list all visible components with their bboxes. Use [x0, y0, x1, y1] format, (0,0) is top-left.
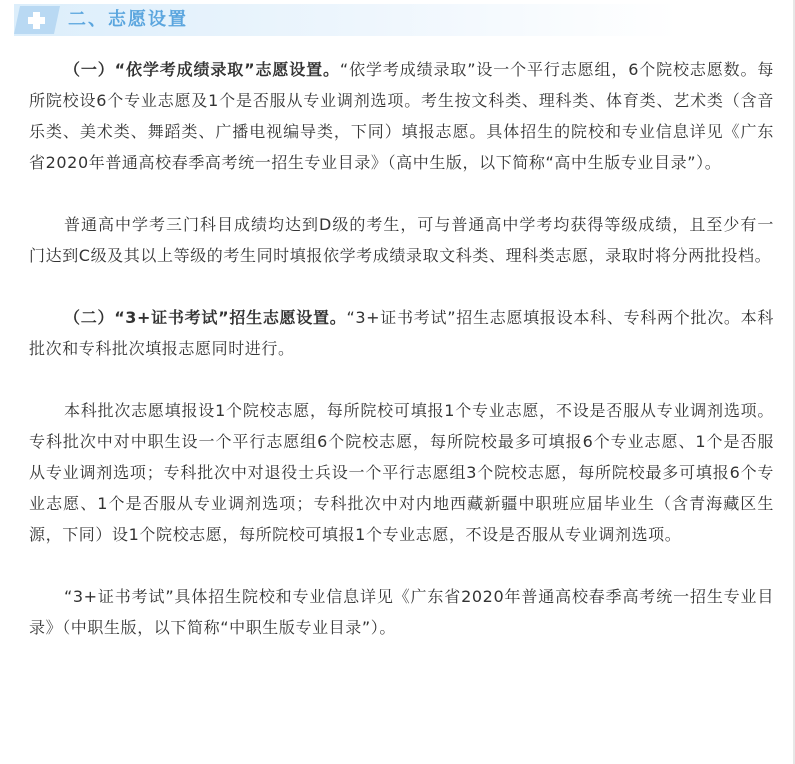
paragraph-1 [29, 54, 774, 178]
paragraph-1-lead: （一）“依学考成绩录取”志愿设置。 [64, 60, 340, 79]
paragraph-3-text: “3+证书考试”招生志愿填报设本科、专科两个批次。本科批次和专科批次填报志愿同时进行。 [29, 308, 774, 358]
section-header [14, 4, 795, 36]
paragraph-2 [29, 209, 774, 271]
section-title: 二、志愿设置 [68, 9, 188, 30]
article-body [29, 54, 774, 643]
paragraph-3 [29, 302, 774, 364]
paragraph-2-text: 普通高中学考三门科目成绩均达到D级的考生，可与普通高中学考均获得等级成绩，且至少有一门达到C级及其以上等级的考生同时填报依学考成绩录取文科类、理科类志愿，录取时将分两批投档。 [29, 215, 774, 265]
paragraph-5-text: “3+证书考试”具体招生院校和专业信息详见《广东省2020年普通高校春季高考统一招生专业目录》（中职生版，以下简称“中职生版专业目录”）。 [29, 587, 774, 637]
paragraph-5 [29, 581, 774, 643]
medical-cross-icon [14, 6, 60, 34]
paragraph-4-text: 本科批次志愿填报设1个院校志愿，每所院校可填报1个专业志愿，不设是否服从专业调剂选项。专科批次中对中职生设一个平行志愿组6个院校志愿，每所院校最多可填报6个专业志愿、1个是否服从专业调剂选项；专科批次中对退役士兵设一个平行志愿组3个院校志愿，每所院校最多可填报6个专业志愿、1个是否服从专业调剂选项；专科批次中对内地西藏新疆中职班应届毕业生（含青海藏区生源，下同）设1个院校志愿，每所院校可填报1个专业志愿，不设是否服从专业调剂选项。 [29, 401, 774, 544]
paragraph-1-text: “依学考成绩录取”设一个平行志愿组，6个院校志愿数。每所院校设6个专业志愿及1个是否服从专业调剂选项。考生按文科类、理科类、体育类、艺术类（含音乐类、美术类、舞蹈类、广播电视编导类，下同）填报志愿。具体招生的院校和专业信息详见《广东省2020年普通高校春季高考统一招生专业目录》（高中生版，以下简称“高中生版专业目录”）。 [29, 60, 774, 172]
paragraph-4 [29, 395, 774, 550]
paragraph-3-lead: （二）“3+证书考试”招生志愿设置。 [64, 308, 347, 327]
